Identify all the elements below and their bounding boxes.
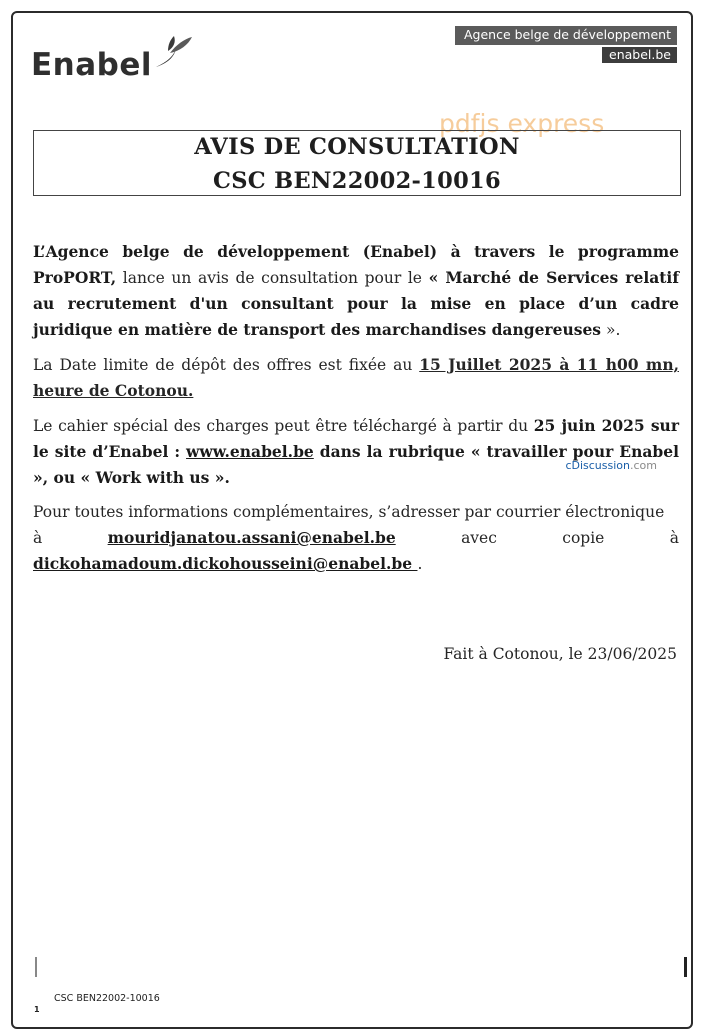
- deadline-date: 15 Juillet 2025 à 11 h00 mn, heure de Cotonou.: [33, 355, 679, 400]
- contact-word-avec: avec: [461, 529, 497, 547]
- contact-line: [33, 525, 679, 551]
- agency-badge: Agence belge de développement: [455, 26, 677, 45]
- document-page: [11, 11, 693, 1029]
- margin-mark-right: [684, 957, 687, 977]
- contact-word-a2: à: [669, 529, 679, 547]
- notice-body: [33, 239, 679, 577]
- watermark-tld: .com: [630, 459, 657, 472]
- watermark-pdfjs: pdfjs express: [439, 109, 605, 138]
- download-section: dans la rubrique « travailler pour Enabel », ou « Work with us ».: [33, 442, 679, 487]
- paragraph-download: [33, 413, 679, 491]
- page-number: 1: [34, 1005, 40, 1014]
- download-text: Le cahier spécial des charges peut être téléchargé à partir du: [33, 417, 534, 435]
- paragraph-deadline: [33, 352, 679, 404]
- intro-agency: L’Agence belge de développement (Enabel) à travers le programme ProPORT,: [33, 242, 679, 287]
- download-date: 25 juin 2025 sur le site d’Enabel :: [33, 416, 679, 461]
- enabel-logo: [31, 35, 194, 81]
- margin-mark-left: [35, 957, 37, 977]
- title-box: [33, 130, 681, 196]
- watermark-cdiscussion: [565, 459, 657, 472]
- bird-icon: [154, 35, 194, 69]
- email-link-primary[interactable]: mouridjanatou.assani@enabel.be: [107, 528, 396, 547]
- logo-text: Enabel: [31, 47, 153, 83]
- contact-end: .: [417, 555, 423, 573]
- deadline-text: La Date limite de dépôt des offres est fixée au: [33, 356, 420, 374]
- intro-end: ».: [601, 321, 621, 339]
- paragraph-contact: [33, 500, 679, 525]
- intro-market: « Marché de Services relatif au recrutement d'un consultant pour la mise en place d’un cadre juridique en matière de transport des marchandises dangereuses: [33, 268, 679, 339]
- paragraph-intro: [33, 239, 679, 343]
- watermark-brand: cDiscussion: [565, 459, 630, 472]
- page-subtitle: CSC BEN22002-10016: [213, 168, 501, 194]
- page-title: AVIS DE CONSULTATION: [194, 134, 520, 160]
- contact-text: Pour toutes informations complémentaires, s’adresser par courrier électronique: [33, 503, 665, 521]
- contact-word-a: à: [33, 529, 43, 547]
- intro-text: lance un avis de consultation pour le: [116, 269, 429, 287]
- email-link-copy[interactable]: dickohamadoum.dickohousseini@enabel.be: [33, 554, 418, 573]
- enabel-website-link[interactable]: www.enabel.be: [186, 442, 314, 461]
- site-badge: enabel.be: [602, 47, 677, 63]
- footer-reference: CSC BEN22002-10016: [54, 993, 160, 1004]
- contact-word-copie: copie: [562, 529, 605, 547]
- contact-cc-line: [33, 551, 679, 577]
- signature-line: Fait à Cotonou, le 23/06/2025: [443, 645, 677, 663]
